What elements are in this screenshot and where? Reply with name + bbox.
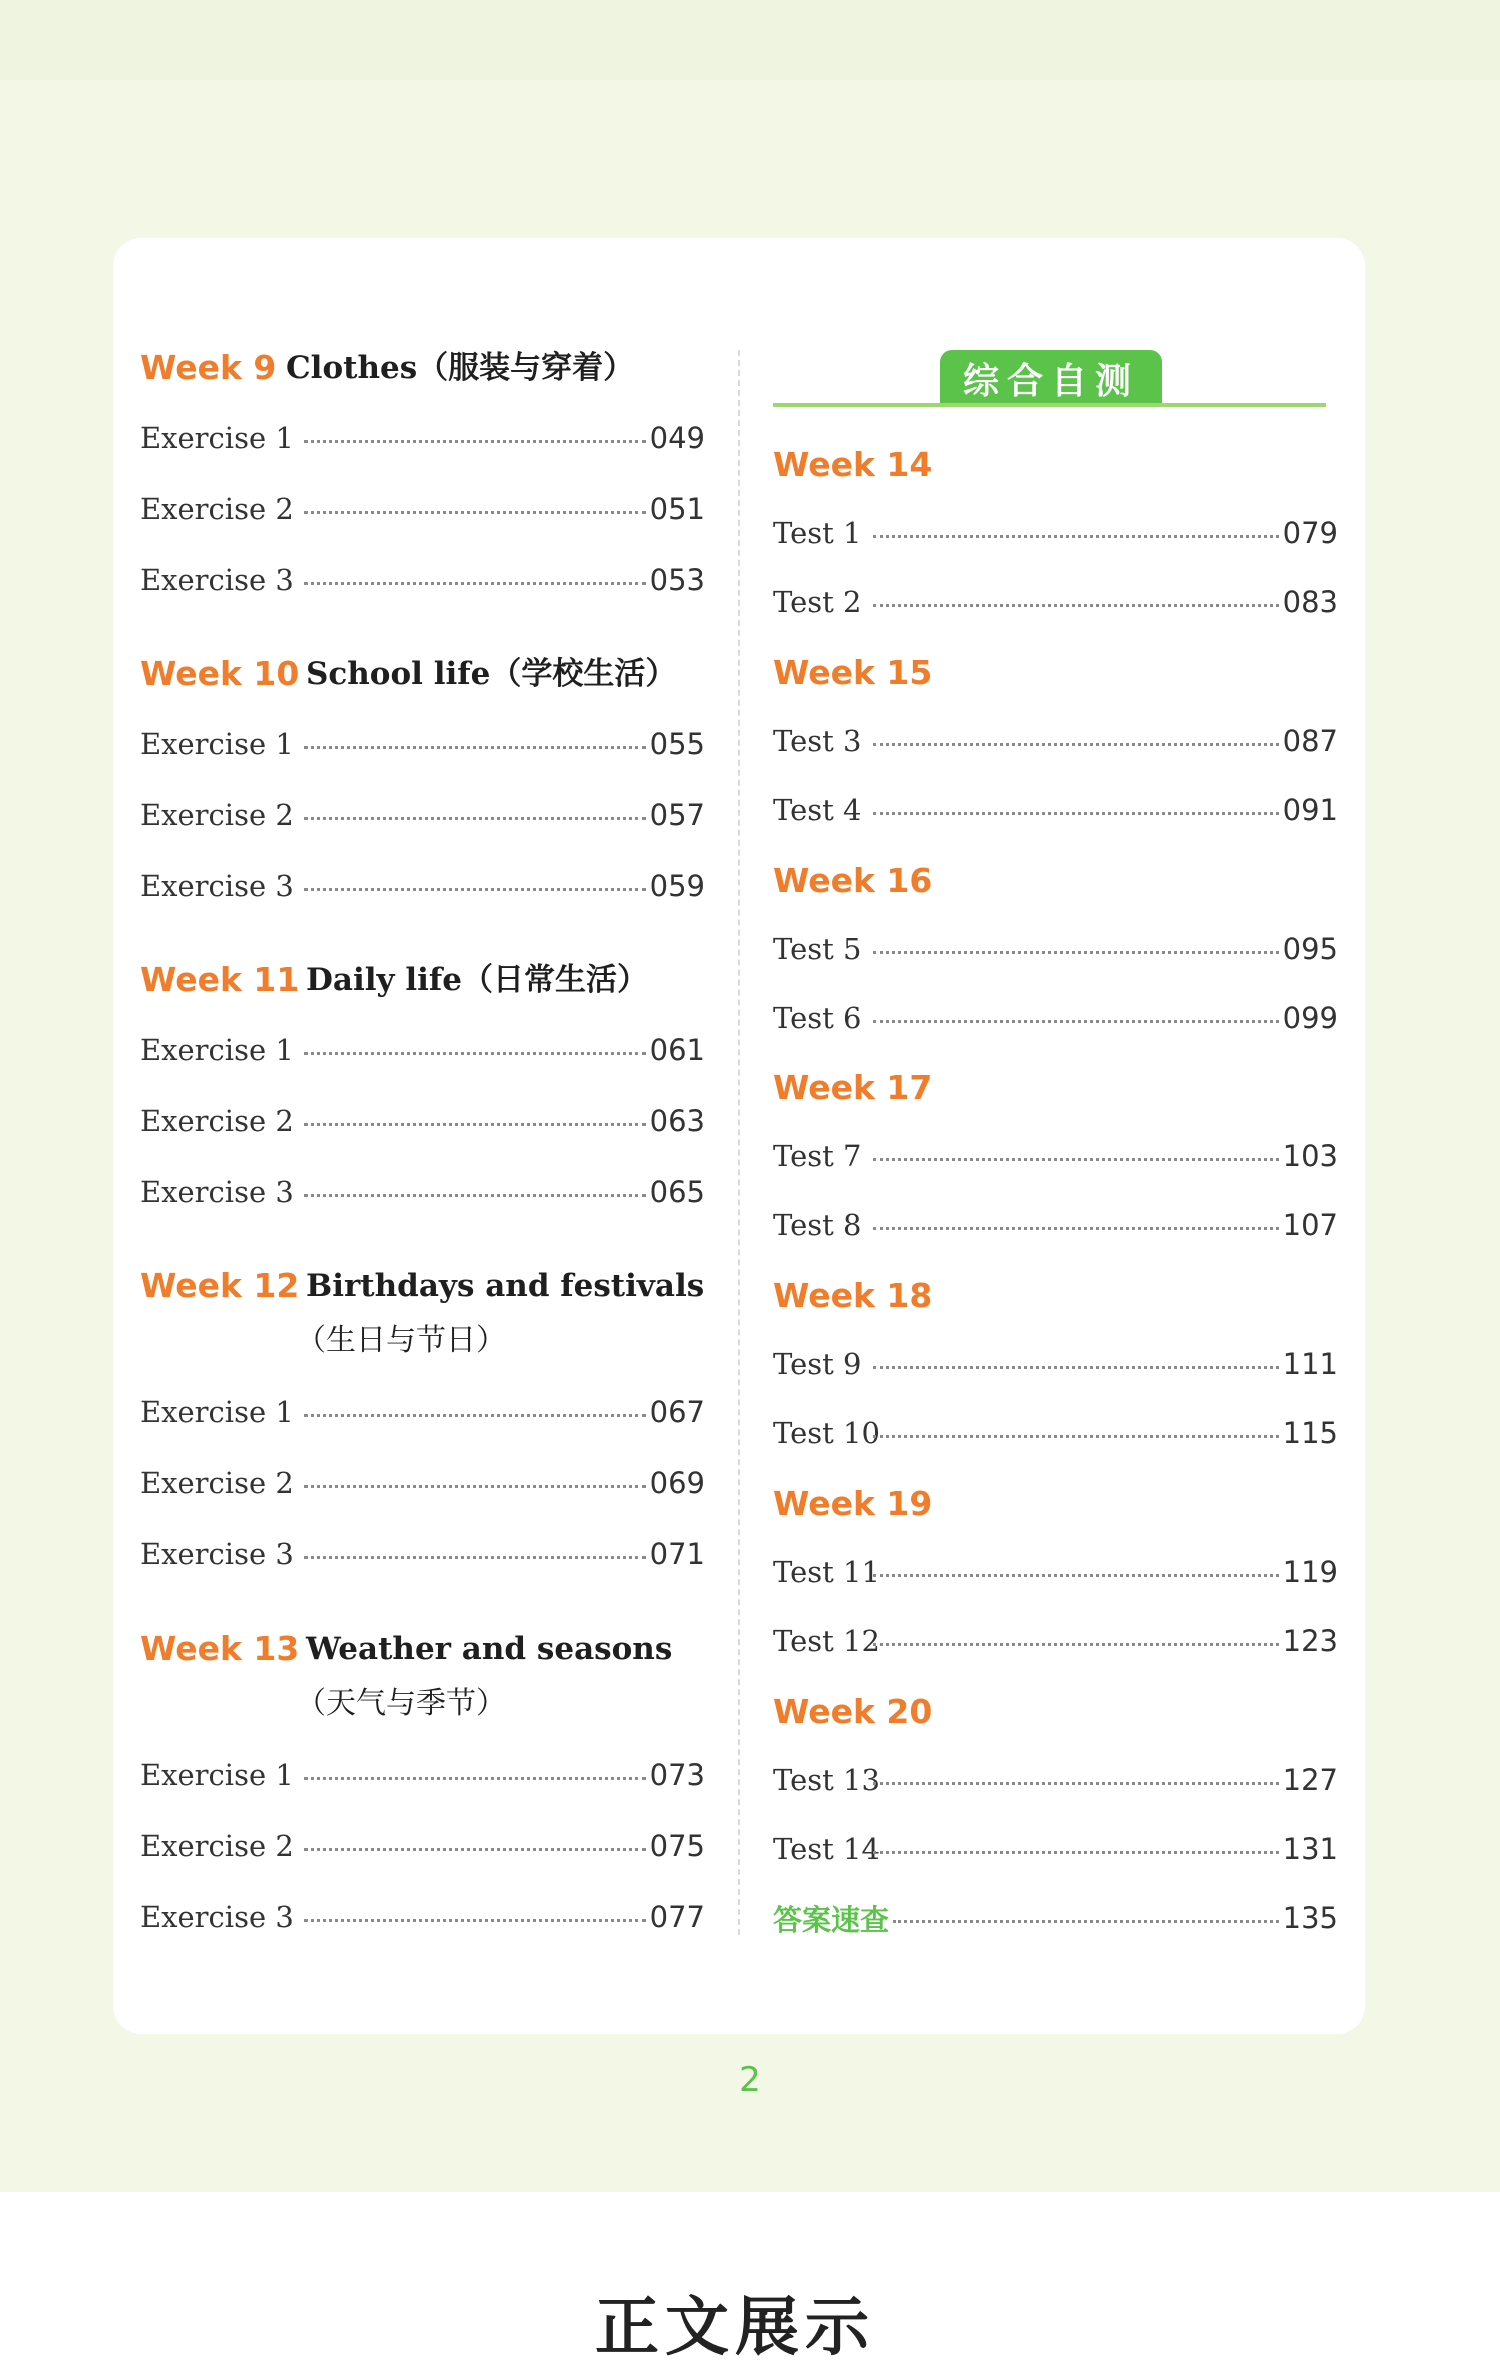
entry-page: 075 xyxy=(649,1829,705,1863)
entry-label: Exercise 1 xyxy=(140,1395,294,1429)
dot-leader xyxy=(893,1920,1279,1923)
week-13-topic: Weather and seasons xyxy=(306,1631,673,1667)
toc-entry[interactable] xyxy=(140,1821,705,1871)
toc-entry[interactable] xyxy=(773,1200,1338,1250)
entry-label: Test 8 xyxy=(773,1208,862,1242)
next-section-title: 正文展示 xyxy=(595,2291,875,2365)
toc-entry[interactable] xyxy=(140,1025,705,1075)
entry-page: 067 xyxy=(649,1395,705,1429)
week-15-title: Week 15 xyxy=(773,653,933,692)
entry-page: 051 xyxy=(649,492,705,526)
entry-label: Exercise 2 xyxy=(140,1829,294,1863)
dot-leader xyxy=(873,1851,1279,1854)
dot-leader xyxy=(304,1848,646,1851)
dot-leader xyxy=(304,1485,646,1488)
toc-entry[interactable] xyxy=(140,1167,705,1217)
week-11-topic: Daily life（日常生活） xyxy=(306,962,648,998)
entry-page: 055 xyxy=(649,727,705,761)
dot-leader xyxy=(873,743,1279,746)
dot-leader xyxy=(304,1123,646,1126)
dot-leader xyxy=(873,604,1279,607)
dot-leader xyxy=(873,951,1279,954)
entry-label: Exercise 1 xyxy=(140,1033,294,1067)
self-test-heading-text: 综合自测 xyxy=(962,360,1139,402)
toc-entry[interactable] xyxy=(140,1892,705,1942)
week-10-title: Week 10 xyxy=(140,654,300,693)
dot-leader xyxy=(873,535,1279,538)
week-9-topic: Clothes（服装与穿着） xyxy=(286,350,635,386)
toc-entry[interactable] xyxy=(140,1529,705,1579)
dot-leader xyxy=(304,1414,646,1417)
entry-page: 123 xyxy=(1282,1624,1338,1658)
entry-page: 073 xyxy=(649,1758,705,1792)
entry-page: 135 xyxy=(1282,1901,1338,1935)
entry-label: Test 14 xyxy=(773,1832,880,1866)
answers-label: 答案速查 xyxy=(773,1902,890,1937)
entry-page: 103 xyxy=(1282,1139,1338,1173)
entry-label: Exercise 1 xyxy=(140,421,294,455)
toc-entry[interactable] xyxy=(140,413,705,463)
dot-leader xyxy=(304,888,646,891)
entry-label: Exercise 3 xyxy=(140,869,294,903)
toc-entry[interactable] xyxy=(773,1547,1338,1597)
toc-entry[interactable] xyxy=(140,861,705,911)
entry-label: Exercise 3 xyxy=(140,1537,294,1571)
entry-page: 079 xyxy=(1282,516,1338,550)
dot-leader xyxy=(873,1227,1279,1230)
dot-leader xyxy=(873,1435,1279,1438)
entry-page: 119 xyxy=(1282,1555,1338,1589)
dot-leader xyxy=(873,1643,1279,1646)
entry-page: 131 xyxy=(1282,1832,1338,1866)
toc-entry[interactable] xyxy=(773,577,1338,627)
dot-leader xyxy=(873,812,1279,815)
week-12-title: Week 12 xyxy=(140,1266,300,1305)
entry-label: Exercise 3 xyxy=(140,1900,294,1934)
week-19-title: Week 19 xyxy=(773,1484,933,1523)
dot-leader xyxy=(304,1919,646,1922)
dot-leader xyxy=(304,817,646,820)
entry-page: 053 xyxy=(649,563,705,597)
week-13-title: Week 13 xyxy=(140,1629,300,1668)
toc-entry[interactable] xyxy=(773,1339,1338,1389)
entry-label: Test 7 xyxy=(773,1139,862,1173)
entry-page: 057 xyxy=(649,798,705,832)
entry-page: 069 xyxy=(649,1466,705,1500)
toc-entry[interactable] xyxy=(773,508,1338,558)
dot-leader xyxy=(304,582,646,585)
dot-leader xyxy=(873,1020,1279,1023)
week-11-title: Week 11 xyxy=(140,960,300,999)
week-18-title: Week 18 xyxy=(773,1276,933,1315)
entry-page: 083 xyxy=(1282,585,1338,619)
toc-entry[interactable] xyxy=(773,924,1338,974)
entry-page: 111 xyxy=(1282,1347,1338,1381)
toc-entry[interactable] xyxy=(140,555,705,605)
entry-page: 059 xyxy=(649,869,705,903)
entry-label: Test 9 xyxy=(773,1347,862,1381)
entry-page: 061 xyxy=(649,1033,705,1067)
toc-entry[interactable] xyxy=(773,1824,1338,1874)
toc-entry[interactable] xyxy=(140,1458,705,1508)
entry-label: Exercise 2 xyxy=(140,1466,294,1500)
entry-page: 071 xyxy=(649,1537,705,1571)
week-16-title: Week 16 xyxy=(773,861,933,900)
dot-leader xyxy=(304,440,646,443)
page-number: 2 xyxy=(739,2060,761,2100)
entry-label: Test 5 xyxy=(773,932,862,966)
entry-label: Exercise 2 xyxy=(140,798,294,832)
dot-leader xyxy=(873,1158,1279,1161)
toc-entry[interactable] xyxy=(773,1408,1338,1458)
heading-underline xyxy=(773,403,1326,407)
week-13-topic-continued: （天气与季节） xyxy=(296,1686,506,1721)
entry-page: 127 xyxy=(1282,1763,1338,1797)
self-test-heading xyxy=(940,350,1162,406)
entry-label: Exercise 3 xyxy=(140,563,294,597)
dot-leader xyxy=(873,1574,1279,1577)
entry-label: Test 12 xyxy=(773,1624,880,1658)
entry-page: 099 xyxy=(1282,1001,1338,1035)
toc-entry[interactable] xyxy=(773,993,1338,1043)
top-band xyxy=(0,0,1500,80)
entry-label: Exercise 1 xyxy=(140,727,294,761)
entry-page: 077 xyxy=(649,1900,705,1934)
week-17-title: Week 17 xyxy=(773,1068,933,1107)
entry-label: Test 2 xyxy=(773,585,862,619)
toc-entry[interactable] xyxy=(140,1750,705,1800)
dot-leader xyxy=(304,1777,646,1780)
toc-entry[interactable] xyxy=(773,1616,1338,1666)
toc-entry[interactable] xyxy=(773,785,1338,835)
toc-entry[interactable] xyxy=(773,1131,1338,1181)
week-12-topic: Birthdays and festivals xyxy=(306,1268,705,1304)
toc-entry[interactable] xyxy=(140,1096,705,1146)
entry-label: Test 4 xyxy=(773,793,862,827)
entry-label: Test 11 xyxy=(773,1555,880,1589)
dot-leader xyxy=(304,1556,646,1559)
entry-page: 115 xyxy=(1282,1416,1338,1450)
entry-label: Exercise 2 xyxy=(140,492,294,526)
answers-entry[interactable] xyxy=(773,1893,1338,1943)
entry-label: Test 1 xyxy=(773,516,862,550)
entry-page: 095 xyxy=(1282,932,1338,966)
entry-label: Test 6 xyxy=(773,1001,862,1035)
dot-leader xyxy=(304,746,646,749)
dot-leader xyxy=(873,1366,1279,1369)
entry-label: Exercise 3 xyxy=(140,1175,294,1209)
dot-leader xyxy=(304,1194,646,1197)
entry-label: Test 10 xyxy=(773,1416,880,1450)
toc-entry[interactable] xyxy=(140,484,705,534)
entry-page: 091 xyxy=(1282,793,1338,827)
toc-entry[interactable] xyxy=(773,1755,1338,1805)
column-divider xyxy=(738,350,740,1935)
week-10-topic: School life（学校生活） xyxy=(306,656,677,692)
entry-label: Exercise 2 xyxy=(140,1104,294,1138)
week-20-title: Week 20 xyxy=(773,1692,933,1731)
dot-leader xyxy=(304,511,646,514)
dot-leader xyxy=(304,1052,646,1055)
entry-label: Test 13 xyxy=(773,1763,880,1797)
entry-page: 063 xyxy=(649,1104,705,1138)
dot-leader xyxy=(873,1782,1279,1785)
toc-entry[interactable] xyxy=(140,719,705,769)
week-14-title: Week 14 xyxy=(773,445,933,484)
entry-page: 049 xyxy=(649,421,705,455)
entry-label: Exercise 1 xyxy=(140,1758,294,1792)
toc-entry[interactable] xyxy=(773,716,1338,766)
week-9-title: Week 9 xyxy=(140,348,277,387)
toc-entry[interactable] xyxy=(140,790,705,840)
toc-entry[interactable] xyxy=(140,1387,705,1437)
entry-page: 065 xyxy=(649,1175,705,1209)
entry-label: Test 3 xyxy=(773,724,862,758)
week-12-topic-continued: （生日与节日） xyxy=(296,1323,506,1358)
entry-page: 087 xyxy=(1282,724,1338,758)
entry-page: 107 xyxy=(1282,1208,1338,1242)
